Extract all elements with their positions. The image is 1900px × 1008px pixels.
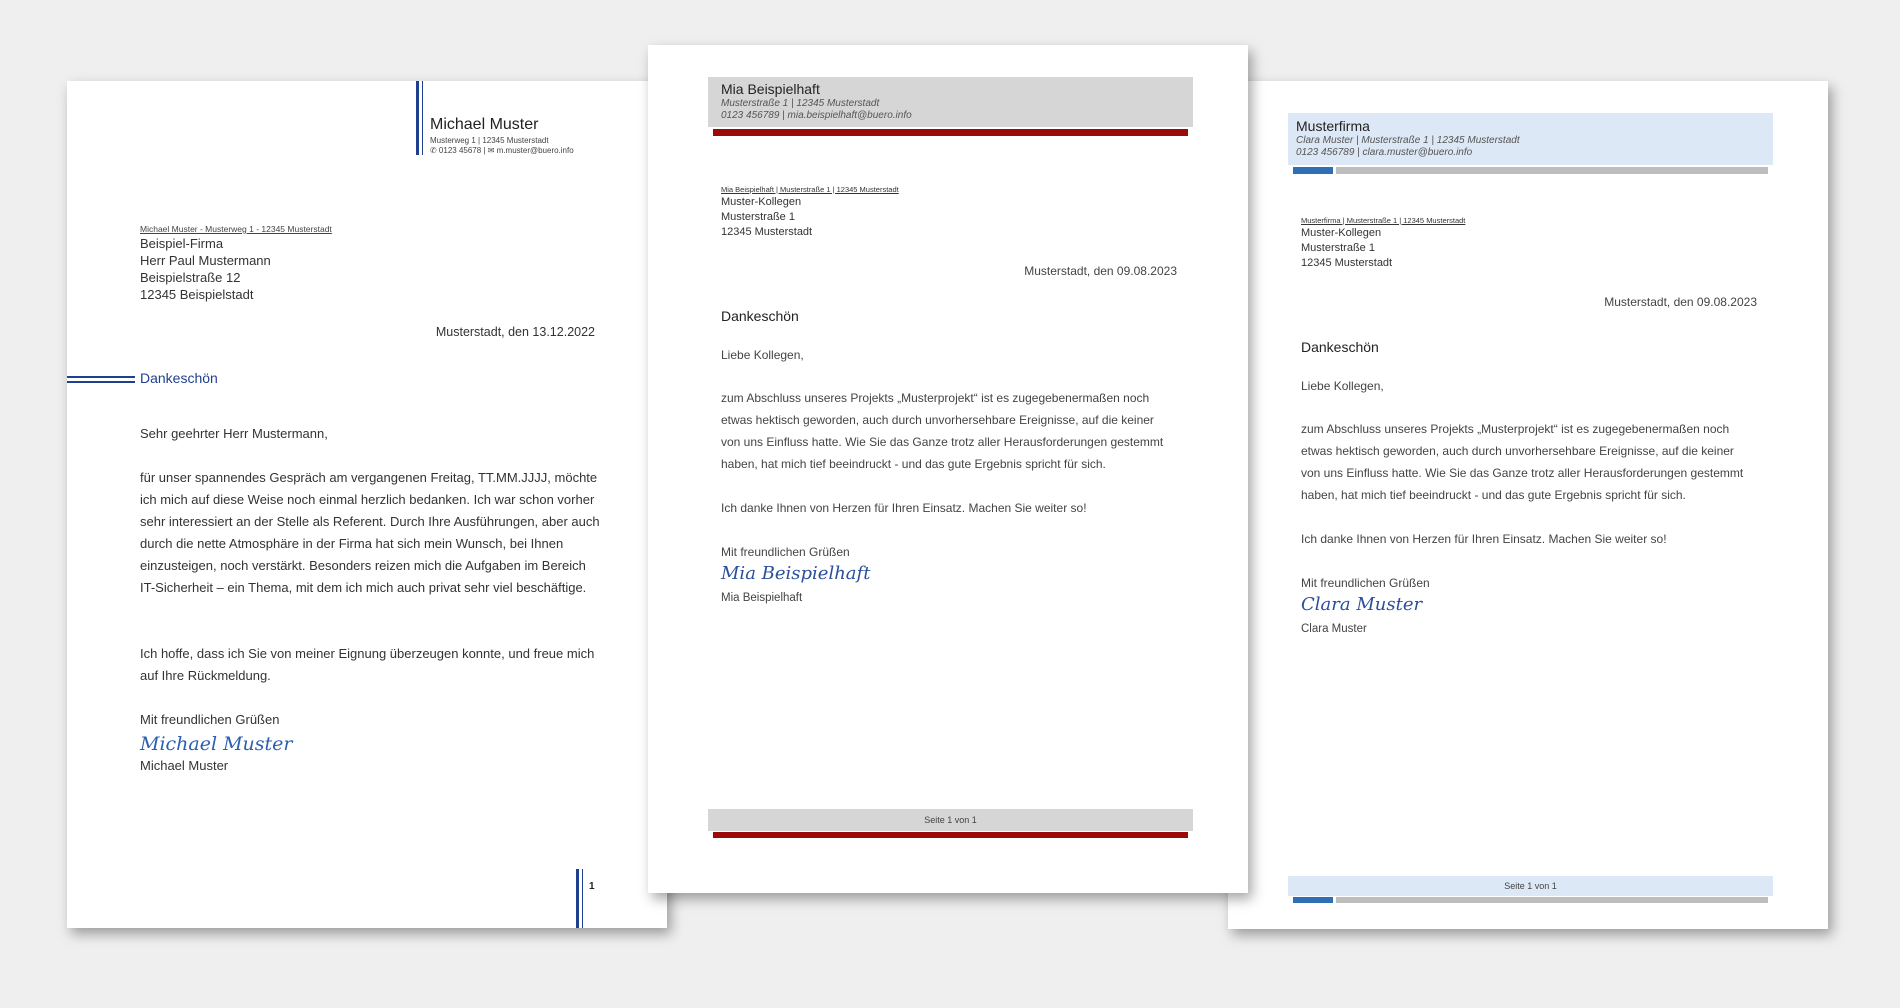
salutation: Liebe Kollegen, bbox=[721, 348, 804, 362]
letter-date: Musterstadt, den 09.08.2023 bbox=[1604, 295, 1757, 309]
sender-address: Clara Muster | Musterstraße 1 | 12345 Musterstadt bbox=[1296, 135, 1520, 146]
letter-page-2 bbox=[648, 45, 1248, 893]
sender-address: Musterweg 1 | 12345 Musterstadt bbox=[430, 136, 549, 145]
subject-rule bbox=[67, 381, 135, 383]
letter-subject: Dankeschön bbox=[1301, 339, 1379, 355]
letter-date: Musterstadt, den 09.08.2023 bbox=[1024, 264, 1177, 278]
sender-contact: ✆ 0123 45678 | ✉ m.muster@buero.info bbox=[430, 146, 574, 155]
footer-rule-thin bbox=[582, 869, 583, 928]
body-paragraph: Ich danke Ihnen von Herzen für Ihren Einsatz. Machen Sie weiter so! bbox=[1301, 532, 1667, 546]
letter-subject: Dankeschön bbox=[140, 370, 218, 386]
salutation: Sehr geehrter Herr Mustermann, bbox=[140, 426, 328, 441]
recipient-line: Muster-Kollegen bbox=[721, 196, 802, 208]
recipient-line: Herr Paul Mustermann bbox=[140, 253, 271, 268]
footer-accent-bar bbox=[1293, 897, 1333, 903]
footer-grey-bar bbox=[1336, 897, 1768, 903]
header-rule bbox=[416, 81, 419, 155]
header-rule-thin bbox=[422, 81, 423, 155]
body-paragraph: für unser spannendes Gespräch am vergangenen Freitag, TT.MM.JJJJ, möchte ich mich auf diese Weise noch einmal herzlich bedanken. Ich war schon vorher sehr interessiert an der Stelle als Referent. Durch Ihre Ausführungen, aber auch durch die nette Atmosphäre in der Firma hat sich mein Wunsch, bei Ihnen einzusteigen, noch verstärkt. Besonders reizen mich die Aufgaben im Bereich IT-Sicherheit – ein Thema, mit dem ich mich auch privat sehr viel beschäftige. bbox=[140, 470, 600, 595]
body-paragraph: zum Abschluss unseres Projekts „Musterprojekt“ ist es zugegebenermaßen noch etwas hektisch geworden, auch durch unvorhersehbare Ereignisse, auf die keiner von uns Einfluss hatte. Wie Sie das Ganze trotz aller Herausforderungen gestemmt haben, hat mich tief beeindruckt - und das gute Ergebnis spricht für sich. bbox=[1301, 422, 1744, 502]
body-paragraph: zum Abschluss unseres Projekts „Musterprojekt“ ist es zugegebenermaßen noch etwas hektisch geworden, auch durch unvorhersehbare Ereignisse, auf die keiner von uns Einfluss hatte. Wie Sie das Ganze trotz aller Herausforderungen gestemmt haben, hat mich tief beeindruckt - und das gute Ergebnis spricht für sich. bbox=[721, 391, 1164, 471]
recipient-line: Musterstraße 1 bbox=[1301, 242, 1375, 254]
page-footer: Seite 1 von 1 bbox=[1504, 881, 1557, 891]
recipient-line: Musterstraße 1 bbox=[721, 211, 795, 223]
subject-rule bbox=[67, 376, 135, 378]
signer-name: Michael Muster bbox=[140, 758, 229, 773]
closing: Mit freundlichen Grüßen bbox=[140, 712, 280, 727]
footer-rule bbox=[576, 869, 579, 928]
sender-contact: 0123 456789 | clara.muster@buero.info bbox=[1296, 147, 1473, 158]
recipient-line: Beispiel-Firma bbox=[140, 236, 224, 251]
recipient-line: 12345 Beispielstadt bbox=[140, 287, 254, 302]
letter-page-3 bbox=[1228, 81, 1828, 929]
closing: Mit freundlichen Grüßen bbox=[721, 545, 850, 559]
body-paragraph: Ich danke Ihnen von Herzen für Ihren Einsatz. Machen Sie weiter so! bbox=[721, 501, 1087, 515]
header-accent-bar bbox=[1293, 167, 1333, 174]
salutation: Liebe Kollegen, bbox=[1301, 379, 1384, 393]
recipient-line: Muster-Kollegen bbox=[1301, 227, 1382, 239]
sender-contact: 0123 456789 | mia.beispielhaft@buero.info bbox=[721, 110, 912, 121]
signer-name: Clara Muster bbox=[1301, 623, 1367, 635]
sender-name: Musterfirma bbox=[1296, 118, 1370, 134]
recipient-line: 12345 Musterstadt bbox=[721, 226, 813, 238]
letter-date: Musterstadt, den 13.12.2022 bbox=[435, 325, 595, 339]
body-paragraph: Ich hoffe, dass ich Sie von meiner Eignung überzeugen konnte, und freue mich auf Ihre Rückmeldung. bbox=[140, 646, 595, 683]
return-address: Mia Beispielhaft | Musterstraße 1 | 12345 Musterstadt bbox=[721, 185, 899, 194]
letter-page-1 bbox=[67, 81, 667, 928]
recipient-line: 12345 Musterstadt bbox=[1301, 257, 1393, 269]
letter-subject: Dankeschön bbox=[721, 308, 799, 324]
sender-name: Michael Muster bbox=[430, 116, 539, 133]
return-address: Michael Muster - Musterweg 1 - 12345 Musterstadt bbox=[140, 224, 332, 234]
footer-accent-bar bbox=[713, 832, 1188, 838]
recipient-line: Beispielstraße 12 bbox=[140, 270, 241, 285]
return-address: Musterfirma | Musterstraße 1 | 12345 Musterstadt bbox=[1301, 216, 1466, 225]
header-accent-bar bbox=[713, 129, 1188, 136]
sender-name: Mia Beispielhaft bbox=[721, 81, 820, 97]
header-grey-bar bbox=[1336, 167, 1768, 174]
closing: Mit freundlichen Grüßen bbox=[1301, 576, 1430, 590]
page-number: 1 bbox=[589, 881, 595, 892]
signature: Michael Muster bbox=[140, 733, 293, 755]
signature: Mia Beispielhaft bbox=[721, 563, 871, 584]
signer-name: Mia Beispielhaft bbox=[721, 592, 803, 604]
page-footer: Seite 1 von 1 bbox=[924, 815, 977, 825]
sender-address: Musterstraße 1 | 12345 Musterstadt bbox=[721, 98, 880, 109]
signature: Clara Muster bbox=[1301, 594, 1423, 615]
